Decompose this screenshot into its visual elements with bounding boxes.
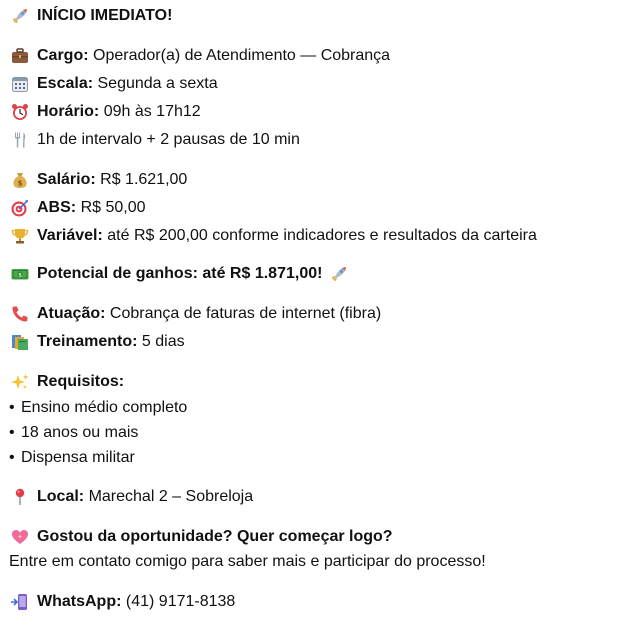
- salario-value: R$ 1.621,00: [100, 171, 188, 188]
- bullet: •: [9, 424, 15, 441]
- requisito-text: Ensino médio completo: [21, 399, 188, 416]
- requisitos-title: Requisitos:: [37, 373, 125, 390]
- rocket-icon: [328, 263, 350, 285]
- intervalo-value: 1h de intervalo + 2 pausas de 10 min: [37, 131, 300, 148]
- variavel-label: Variável:: [37, 227, 103, 244]
- salario-label: Salário:: [37, 171, 96, 188]
- trophy-icon: [9, 225, 31, 247]
- atuacao-value: Cobrança de faturas de internet (fibra): [109, 305, 382, 322]
- svg-text:$: $: [18, 272, 22, 279]
- target-icon: [9, 197, 31, 219]
- fork-and-knife-icon: [9, 129, 31, 151]
- atuacao-line: [9, 302, 381, 326]
- sparkling-heart-icon: [9, 526, 31, 548]
- requisito-text: Dispensa militar: [21, 449, 135, 466]
- potencial-text: Potencial de ganhos: até R$ 1.871,00!: [37, 265, 323, 282]
- treinamento-value: 5 dias: [141, 333, 185, 350]
- cta-heading: [9, 525, 393, 549]
- escala-line: [9, 72, 218, 96]
- alarm-clock-icon: [9, 101, 31, 123]
- horario-line: [9, 100, 201, 124]
- horario-value: 09h às 17h12: [103, 103, 201, 120]
- requisito-item: [9, 446, 135, 470]
- whatsapp-label: WhatsApp:: [37, 593, 122, 610]
- whatsapp-line: [9, 590, 235, 614]
- cta-title: Gostou da oportunidade? Quer começar logo?: [37, 528, 393, 545]
- abs-label: ABS:: [37, 199, 77, 216]
- sparkles-icon: [9, 371, 31, 393]
- atuacao-label: Atuação:: [37, 305, 106, 322]
- variavel-line: [9, 224, 537, 248]
- requisito-text: 18 anos ou mais: [21, 424, 139, 441]
- round-pushpin-icon: [9, 486, 31, 508]
- requisitos-heading: [9, 370, 124, 394]
- salario-line: [9, 168, 187, 192]
- local-label: Local:: [37, 488, 85, 505]
- cta-text-line: [9, 550, 486, 574]
- rocket-icon: [9, 5, 31, 27]
- headline: [9, 4, 172, 28]
- svg-text:$: $: [17, 179, 23, 188]
- local-value: Marechal 2 – Sobreloja: [88, 488, 254, 505]
- briefcase-icon: [9, 45, 31, 67]
- escala-label: Escala:: [37, 75, 94, 92]
- telephone-receiver-icon: [9, 303, 31, 325]
- mobile-phone-arrow-icon: [9, 591, 31, 613]
- dollar-banknote-icon: [9, 263, 31, 285]
- treinamento-line: [9, 330, 185, 354]
- cargo-line: [9, 44, 390, 68]
- calendar-icon: [9, 73, 31, 95]
- requisito-item: [9, 421, 138, 445]
- books-icon: [9, 331, 31, 353]
- intervalo-line: [9, 128, 300, 152]
- local-line: [9, 485, 253, 509]
- abs-value: R$ 50,00: [80, 199, 146, 216]
- abs-line: [9, 196, 146, 220]
- horario-label: Horário:: [37, 103, 100, 120]
- cargo-label: Cargo:: [37, 47, 89, 64]
- variavel-value: até R$ 200,00 conforme indicadores e resultados da carteira: [107, 227, 537, 244]
- escala-value: Segunda a sexta: [97, 75, 218, 92]
- cargo-value: Operador(a) de Atendimento — Cobrança: [93, 47, 391, 64]
- bullet: •: [9, 449, 15, 466]
- bullet: •: [9, 399, 15, 416]
- money-bag-icon: [9, 169, 31, 191]
- whatsapp-number: (41) 9171-8138: [125, 593, 236, 610]
- cta-text: Entre em contato comigo para saber mais e participar do processo!: [9, 553, 486, 570]
- headline-text: INÍCIO IMEDIATO!: [37, 7, 173, 24]
- requisito-item: [9, 396, 187, 420]
- treinamento-label: Treinamento:: [37, 333, 138, 350]
- potencial-line: [9, 262, 350, 286]
